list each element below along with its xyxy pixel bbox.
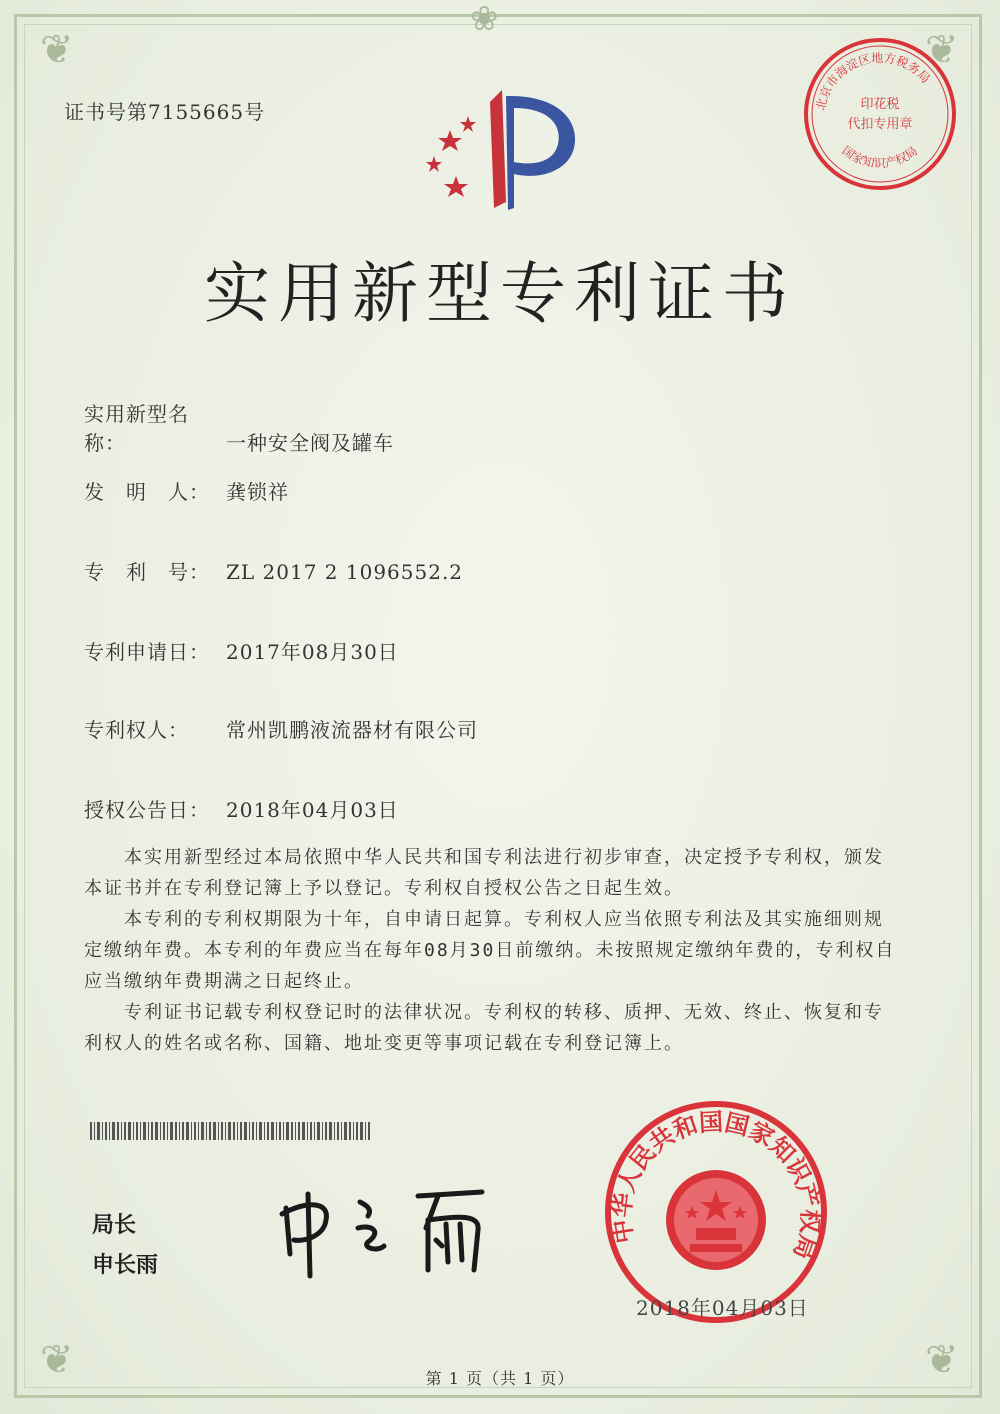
corner-ornament-icon: ❦ [40,27,74,73]
field-patentee [84,714,478,743]
tax-stamp-outer-text: 北京市海淀区地方税务局 [813,50,933,112]
field-label: 实用新型名称： [84,402,189,455]
director-signature [268,1180,508,1280]
barcode-icon [90,1122,370,1140]
patent-office-logo-icon [410,82,590,222]
field-label: 授权公告日： [84,798,210,822]
tax-stamp-line-1: 印花税 [860,97,900,112]
field-patent-number [84,556,463,585]
tax-stamp-seal-icon [800,34,960,194]
page-number: 第 1 页（共 1 页） [425,1369,575,1388]
corner-ornament-icon: ❦ [40,1337,74,1383]
corner-ornament-icon: ❦ [925,1337,959,1383]
director-title: 局长 [92,1213,137,1238]
seal-text: 中华人民共和国国家知识产权局 [607,1107,825,1264]
field-label: 专 利 号： [84,560,210,584]
certificate-number: 证书号第7155665号 [64,100,266,124]
field-inventor [84,476,289,505]
field-label: 发 明 人： [84,480,210,504]
field-value: 常州凯鹏液流器材有限公司 [226,718,478,742]
field-utility-model-name [84,398,394,456]
field-label: 专利权人： [84,718,189,742]
top-ornament-icon: ❀ [470,0,499,39]
field-value: 龚锁祥 [226,480,289,504]
field-filing-date [84,636,399,665]
certificate-body-text [84,842,896,1059]
field-value: ZL 2017 2 1096552.2 [226,560,464,584]
tax-stamp-line-2: 代扣专用章 [847,117,913,132]
svg-text:国家知识产权局 [839,143,920,170]
certificate-title: 实用新型专利证书 [204,255,796,332]
seal-date: 2018年04月03日 [636,1296,809,1320]
field-value: 一种安全阀及罐车 [226,431,394,455]
national-emblem-icon [666,1170,766,1270]
body-paragraph: 本实用新型经过本局依照中华人民共和国专利法进行初步审查，决定授予专利权，颁发本证书并在专利登记簿上予以登记。专利权自授权公告之日起生效。 [84,847,884,899]
director-name: 申长雨 [92,1253,159,1278]
body-paragraph: 专利证书记载专利权登记时的法律状况。专利权的转移、质押、无效、终止、恢复和专利权人的姓名或名称、国籍、地址变更等事项记载在专利登记簿上。 [84,1002,884,1054]
field-value: 2018年04月03日 [226,798,399,822]
field-label: 专利申请日： [84,640,210,664]
tax-stamp-bottom-text: 国家知识产权局 [839,143,921,171]
field-grant-date [84,794,399,823]
field-value: 2017年08月30日 [226,640,399,664]
corner-ornament-icon: ❦ [925,27,959,73]
body-paragraph: 本专利的专利权期限为十年，自申请日起算。专利权人应当依照专利法及其实施细则规定缴纳年费。本专利的年费应当在每年08月30日前缴纳。未按照规定缴纳年费的，专利权自应当缴纳年费期满之日起终止。 [84,909,896,992]
